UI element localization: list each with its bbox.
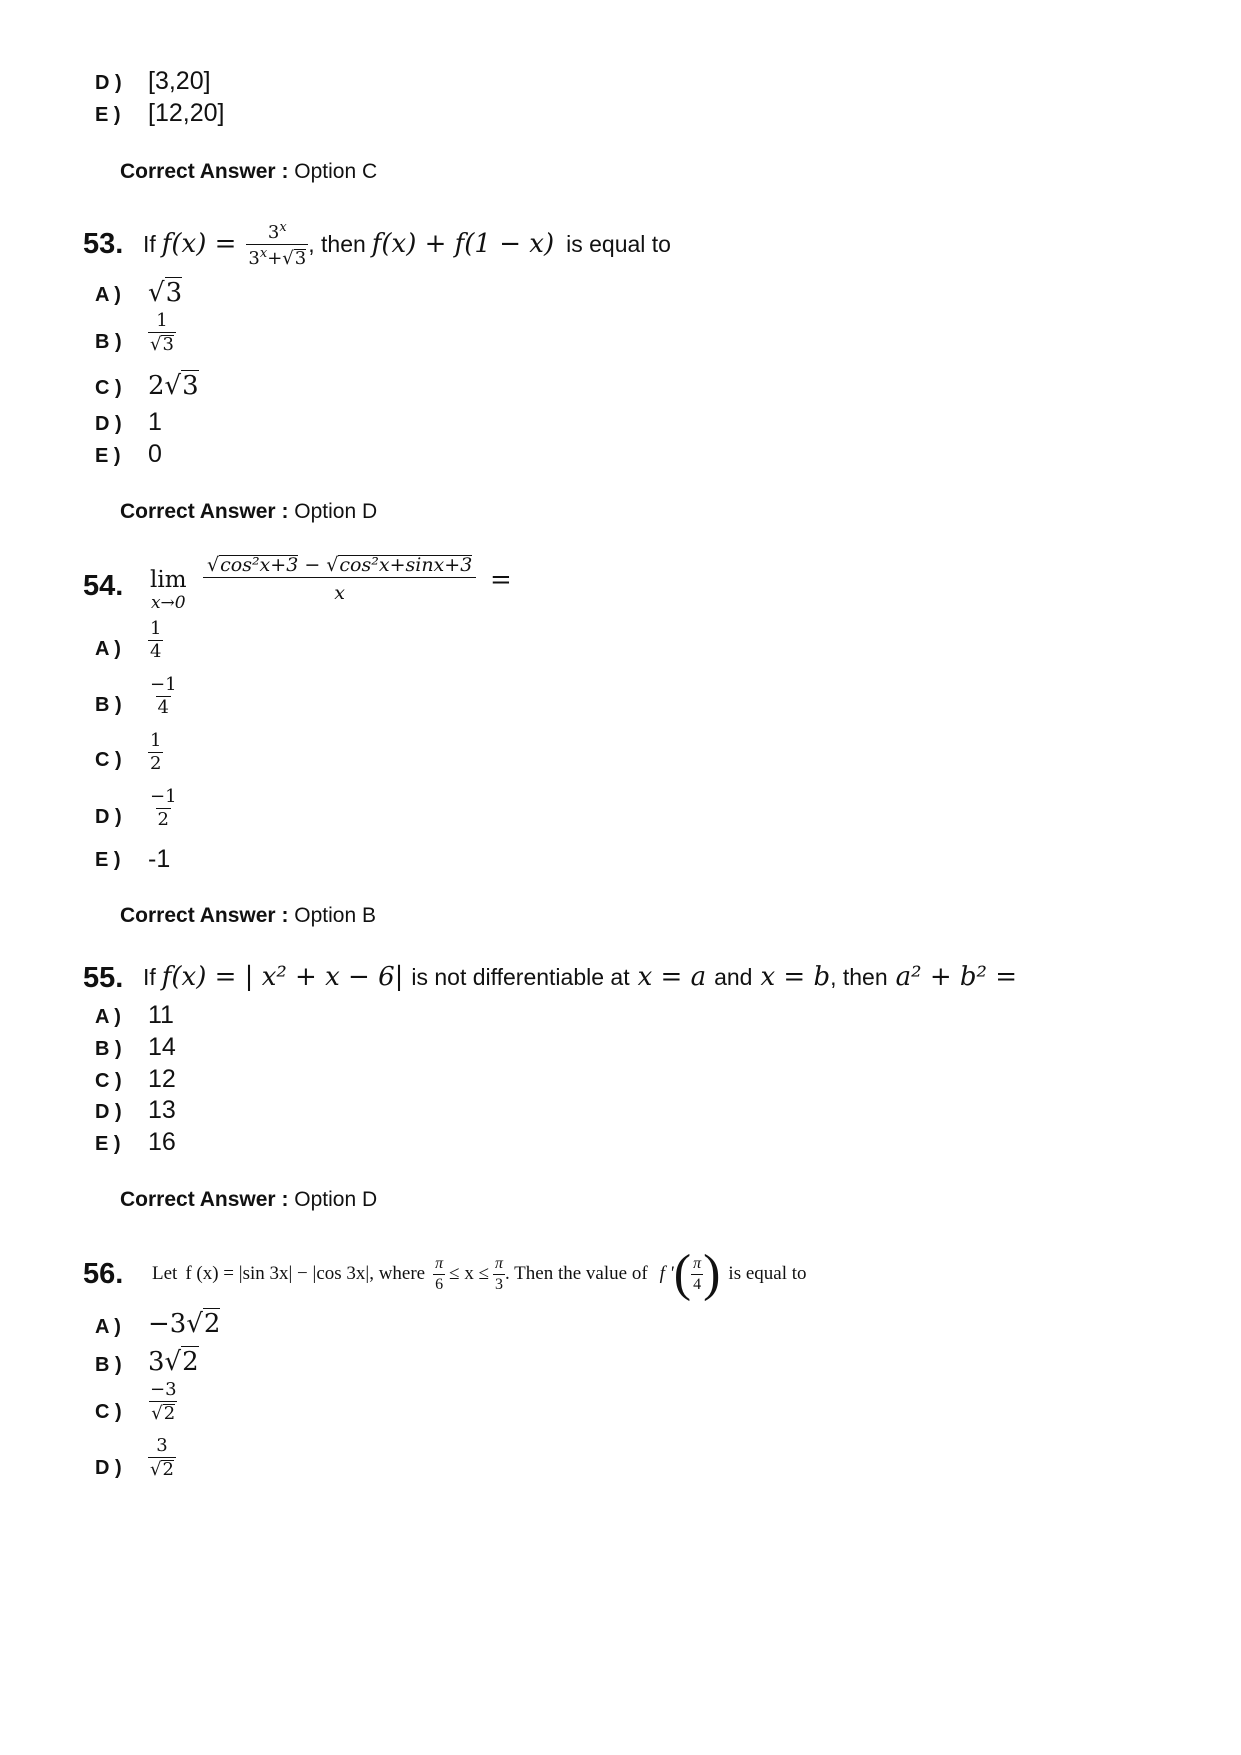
option-label: A ) — [95, 638, 121, 660]
answer-value: Option D — [294, 1188, 378, 1211]
correct-answer — [120, 500, 377, 524]
option-value: $\frac{-1}{4}$ — [150, 674, 177, 718]
option-label: B ) — [95, 1038, 122, 1060]
option-value: [12,20] — [148, 99, 225, 127]
option-value: 16 — [148, 1128, 176, 1156]
option-label: B ) — [95, 331, 122, 353]
option-value: $\frac{1}{4}$ — [150, 618, 162, 662]
answer-key: Correct Answer : — [120, 1188, 289, 1211]
option-value: √ 3 — [148, 278, 183, 308]
q53-expr: f(x) + f(1 − x) — [371, 229, 555, 259]
answer-value: Option C — [294, 160, 378, 183]
q53-fx: f(x) = — [161, 229, 237, 259]
option-value: $\frac{-1}{2}$ — [150, 786, 177, 830]
answer-value: Option B — [294, 904, 376, 927]
question-55-stem: If f(x) = | x² + x − 6| is not differentiable at x = a and x = b , then a² + b² = — [143, 962, 1017, 992]
q54-equals: = — [490, 565, 512, 595]
option-value: 3 √ 2 — [150, 1435, 174, 1480]
option-label: B ) — [95, 694, 122, 716]
option-value: −3√ 2 — [148, 1309, 221, 1339]
option-label: A ) — [95, 1316, 121, 1338]
option-label: D ) — [95, 72, 122, 94]
question-56-stem: Let f (x) = |sin 3x| − |cos 3x|, where $\frac{\pi}{6}$ ≤ x ≤ $\frac{\pi}{3}$ . Then the value of f ' ( $\frac{\pi}{4}$ ) is equal to — [152, 1245, 807, 1302]
option-value: $\frac{1}{2}$ — [150, 730, 162, 774]
option-label: E ) — [95, 1133, 121, 1155]
sqrt-sign: √ — [282, 247, 294, 269]
option-label: D ) — [95, 1101, 122, 1123]
correct-answer — [120, 904, 376, 928]
option-label: C ) — [95, 1070, 122, 1092]
option-value: 14 — [148, 1033, 176, 1061]
option-label: C ) — [95, 749, 122, 771]
correct-answer — [120, 160, 377, 184]
option-value: 3√ 2 — [148, 1347, 199, 1377]
option-label: E ) — [95, 849, 121, 871]
answer-key: Correct Answer : — [120, 904, 289, 927]
q54-limit: lim x→0 — [150, 567, 187, 613]
option-value: -1 — [148, 845, 171, 873]
option-label: B ) — [95, 1354, 122, 1376]
q54-fraction: √ cos²x+3 − √ cos²x+sinx+3 x — [205, 555, 474, 603]
option-value: 2√ 3 — [148, 371, 199, 401]
option-label: D ) — [95, 806, 122, 828]
answer-value: Option D — [294, 500, 378, 523]
option-value: 0 — [148, 440, 162, 468]
right-paren: ) — [703, 1245, 721, 1302]
question-number: 55. — [83, 962, 124, 994]
question-number: 53. — [83, 228, 124, 260]
option-label: E ) — [95, 445, 121, 467]
option-value: 1 √ 3 — [150, 310, 174, 355]
option-value: 12 — [148, 1065, 176, 1093]
option-label: A ) — [95, 1006, 121, 1028]
question-53-stem — [143, 212, 671, 276]
option-value: 1 — [148, 408, 162, 436]
q53-then: , then — [308, 230, 366, 257]
left-paren: ( — [673, 1245, 692, 1302]
option-value: −3 √ 2 — [150, 1379, 177, 1424]
q53-fraction: 3$^x$ $3^x+√$ 3 — [248, 219, 307, 269]
option-label: E ) — [95, 104, 121, 126]
q53-tail: is equal to — [566, 230, 671, 257]
option-label: D ) — [95, 413, 122, 435]
option-label: C ) — [95, 1401, 122, 1423]
option-label: A ) — [95, 284, 121, 306]
option-label: C ) — [95, 377, 122, 399]
option-label: D ) — [95, 1457, 122, 1479]
correct-answer — [120, 1188, 377, 1212]
option-value: [3,20] — [148, 67, 211, 95]
answer-key: Correct Answer : — [120, 160, 289, 183]
q53-if: If — [143, 230, 156, 257]
option-value: 13 — [148, 1096, 176, 1124]
question-number: 56. — [83, 1258, 124, 1290]
answer-key: Correct Answer : — [120, 500, 289, 523]
option-value: 11 — [148, 1001, 174, 1029]
question-number: 54. — [83, 570, 124, 602]
